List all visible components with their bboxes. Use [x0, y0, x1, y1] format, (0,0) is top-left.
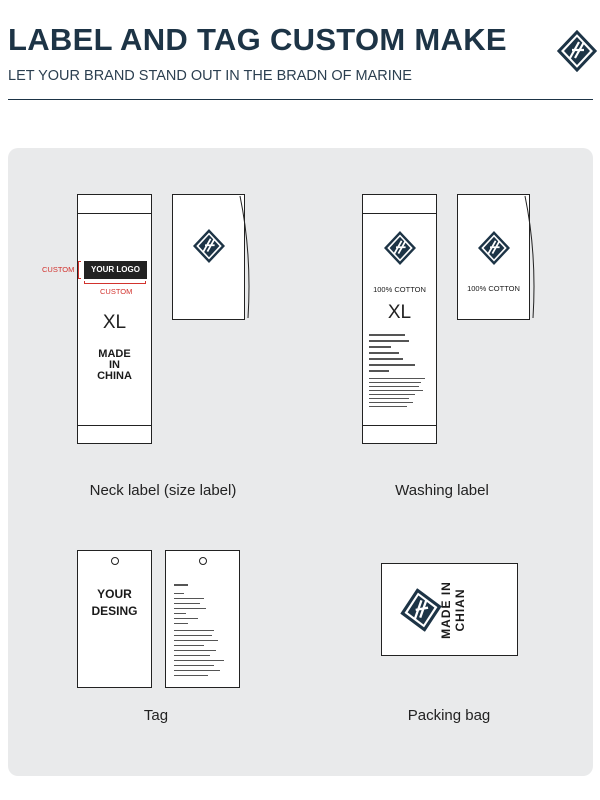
neck-back-fold-curve: [238, 194, 258, 322]
header-divider: [8, 99, 593, 100]
washing-size-text: XL: [387, 302, 412, 323]
washing-back-logo-icon: [478, 231, 510, 265]
tag-caption: Tag: [143, 707, 169, 724]
tag-back-hole: [199, 557, 207, 565]
neck-back-logo-icon: [193, 229, 225, 263]
neck-origin-line1: MADE: [98, 348, 131, 360]
tag-back: [165, 550, 240, 688]
neck-label-caption: Neck label (size label): [89, 482, 237, 499]
page-title: LABEL AND TAG CUSTOM MAKE: [8, 22, 507, 57]
washing-front-logo-icon: [384, 231, 416, 265]
washing-material-text: 100% COTTON: [373, 285, 426, 294]
washing-label-caption: Washing label: [395, 482, 489, 499]
neck-custom-annotation-below: CUSTOM: [100, 287, 133, 296]
neck-label-back: [172, 194, 245, 320]
neck-custom-annotation-left: CUSTOM: [42, 265, 75, 274]
packing-bag-origin-block: [439, 580, 469, 640]
neck-logo-text: YOUR LOGO: [91, 265, 140, 274]
washing-care-instructions: [369, 334, 431, 419]
neck-label-bottom-fold: [78, 425, 151, 426]
neck-custom-bracket-vertical: [78, 261, 81, 279]
washing-label-back: [457, 194, 530, 320]
neck-logo-ribbon: [84, 261, 147, 279]
tag-front-line2: DESING: [91, 604, 138, 618]
tag-back-fine-print: [174, 584, 234, 679]
washing-label-top-fold: [363, 213, 436, 214]
neck-label-top-fold: [78, 213, 151, 214]
neck-custom-bracket-horizontal: [84, 281, 146, 284]
packing-bag: [381, 563, 518, 656]
neck-origin-line3: CHINA: [97, 370, 132, 382]
packing-bag-caption: Packing bag: [407, 707, 491, 724]
tag-front: [77, 550, 152, 688]
neck-size-text: XL: [102, 312, 127, 333]
neck-origin-line2: IN: [109, 359, 120, 371]
washing-back-material-text: 100% COTTON: [467, 284, 520, 293]
brand-logo-icon: [557, 30, 597, 72]
page-subtitle: LET YOUR BRAND STAND OUT IN THE BRADN OF MARINE: [8, 68, 412, 84]
packing-bag-origin-line2: CHIAN: [453, 588, 467, 632]
washing-label-bottom-fold: [363, 425, 436, 426]
neck-label-front: [77, 194, 152, 444]
washing-back-fold-curve: [523, 194, 543, 322]
washing-label-front: [362, 194, 437, 444]
packing-bag-origin-line1: MADE IN: [439, 581, 453, 639]
tag-front-hole: [111, 557, 119, 565]
tag-front-line1: YOUR: [97, 587, 132, 601]
